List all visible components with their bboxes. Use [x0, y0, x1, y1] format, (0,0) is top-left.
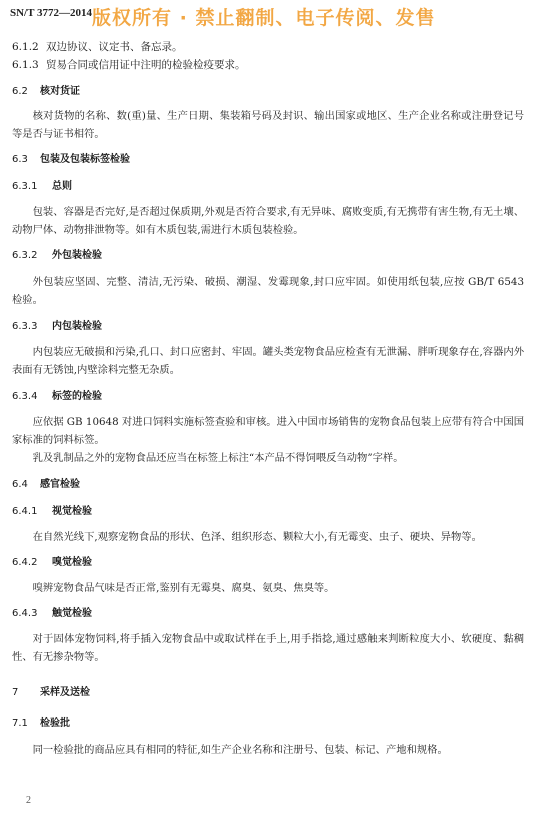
paragraph-6-3-1: 包装、容器是否完好,是否超过保质期,外观是否符合要求,有无异味、腐败变质,有无携带有害生物,有无土壤、动物尸体、动物排泄物等。如有木质包装,需进行木质包装检验。	[12, 206, 524, 236]
section-number: 6.4.3	[12, 608, 38, 619]
paragraph-7-1: 同一检验批的商品应具有相同的特征,如生产企业名称和注册号、包装、标记、产地和规格。	[32, 744, 448, 756]
heading-6-3-2	[12, 249, 524, 263]
section-number: 6.3.4	[12, 391, 38, 402]
list-item-6-1-2	[12, 40, 524, 54]
heading-6-4	[12, 478, 524, 492]
section-title: 总则	[52, 181, 72, 192]
section-title: 嗅觉检验	[52, 557, 92, 568]
heading-6-2	[12, 85, 524, 99]
paragraph-6-3-4-b: 乳及乳制品之外的宠物食品还应当在标签上标注“本产品不得饲喂反刍动物”字样。	[32, 452, 404, 464]
section-title: 检验批	[40, 718, 70, 729]
section-title: 外包装检验	[52, 250, 102, 261]
paragraph-6-4-2: 嗅辨宠物食品气味是否正常,鉴别有无霉臭、腐臭、氨臭、焦臭等。	[32, 582, 335, 594]
section-title: 视觉检验	[52, 506, 92, 517]
list-item-6-1-3	[12, 58, 524, 72]
page-number: 2	[26, 795, 31, 806]
copyright-watermark: 版权所有 · 禁止翻制、电子传阅、发售	[92, 7, 436, 29]
section-number: 7.1	[12, 718, 28, 729]
section-number: 6.4.1	[12, 506, 38, 517]
heading-6-3-3	[12, 320, 524, 334]
heading-6-4-1	[12, 505, 524, 519]
section-title: 采样及送检	[40, 687, 90, 698]
paragraph-6-2: 核对货物的名称、数(重)量、生产日期、集装箱号码及封识、输出国家或地区、生产企业名称或注册登记号等是否与证书相符。	[12, 110, 524, 140]
heading-6-3	[12, 153, 524, 167]
section-number: 6.3	[12, 154, 28, 165]
section-title: 核对货证	[40, 86, 80, 97]
heading-6-4-3	[12, 607, 524, 621]
section-number: 6.2	[12, 86, 28, 97]
standard-code: SN/T 3772—2014	[10, 7, 93, 19]
paragraph-6-3-2: 外包装应坚固、完整、清洁,无污染、破损、潮湿、发霉现象,封口应牢固。如使用纸包装,应按 GB/T 6543 检验。	[12, 276, 524, 306]
heading-6-4-2	[12, 556, 524, 570]
heading-6-3-1	[12, 180, 524, 194]
paragraph-6-3-4-a: 应依据 GB 10648 对进口饲料实施标签查验和审核。进入中国市场销售的宠物食品包装上应带有符合中国国家标准的饲料标签。	[12, 416, 524, 446]
heading-7	[12, 686, 524, 700]
section-title: 标签的检验	[52, 391, 102, 402]
clause-number: 6.1.3	[12, 59, 39, 71]
paragraph-6-4-3: 对于固体宠物饲料,将手插入宠物食品中或取试样在手上,用手指捻,通过感触来判断粒度大小、软硬度、黏稠性、有无掺杂物等。	[12, 633, 524, 663]
section-number: 6.3.1	[12, 181, 38, 192]
paragraph-6-3-3: 内包装应无破损和污染,孔口、封口应密封、牢固。罐头类宠物食品应检查有无泄漏、胖听现象存在,容器内外表面有无锈蚀,内壁涂料完整无杂质。	[12, 346, 524, 376]
section-title: 感官检验	[40, 479, 80, 490]
section-number: 6.4.2	[12, 557, 38, 568]
section-title: 触觉检验	[52, 608, 92, 619]
section-number: 6.3.2	[12, 250, 38, 261]
section-number: 6.4	[12, 479, 28, 490]
paragraph-6-4-1: 在自然光线下,观察宠物食品的形状、色泽、组织形态、颗粒大小,有无霉变、虫子、硬块、异物等。	[32, 531, 482, 543]
clause-number: 6.1.2	[12, 41, 39, 53]
section-number: 6.3.3	[12, 321, 38, 332]
clause-text: 贸易合同或信用证中注明的检验检疫要求。	[46, 59, 246, 71]
section-title: 内包装检验	[52, 321, 102, 332]
heading-7-1	[12, 717, 524, 731]
heading-6-3-4	[12, 390, 524, 404]
section-number: 7	[12, 687, 19, 698]
section-title: 包装及包装标签检验	[40, 154, 130, 165]
clause-text: 双边协议、议定书、备忘录。	[46, 41, 183, 53]
